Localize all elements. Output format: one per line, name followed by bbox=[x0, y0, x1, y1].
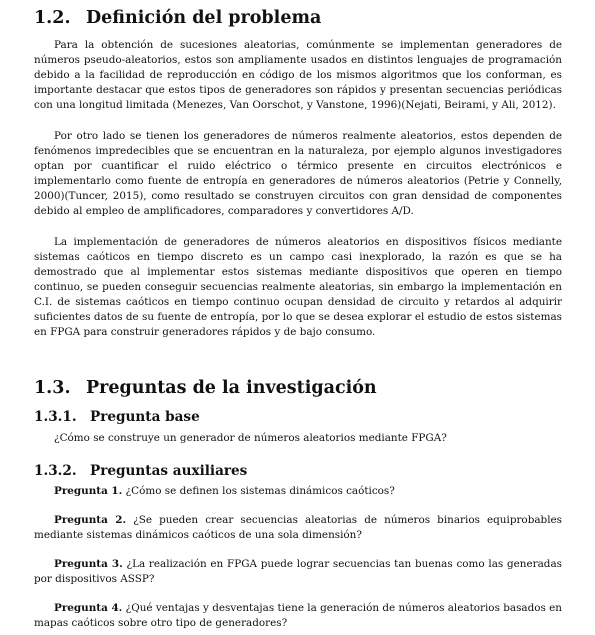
paragraph-pseudo-aleatorios: Para la obtención de sucesiones aleatorias, comúnmente se implementan generadores de números pseudo-aleatorios, estos son ampliamente usados en distintos lenguajes de programación debido a la facilidad de reproducción en código de los mismos algoritmos que los conforman, es importante destacar que estos tipos de generadores son rápidos y presentan secuencias periódicas con una longitud limitada (Menezes, Van Oorschot, y Vanstone, 1996)(Nejati, Beirami, y Ali, 2012). bbox=[34, 39, 562, 111]
section-title: Preguntas de la investigación bbox=[86, 378, 377, 398]
paragraph-pregunta-base: ¿Cómo se construye un generador de números aleatorios mediante FPGA? bbox=[54, 432, 447, 444]
paragraph-implementacion: La implementación de generadores de números aleatorios en dispositivos físicos mediante sistemas caóticos en tiempo discreto es un campo casi inexplorado, la razón es que se ha demostrado que al implementar estos sistemas mediante dispositivos que operen en tiempo continuo, se pueden conseguir secuencias realmente aleatorias, sin embargo la implementación en C.I. de sistemas caóticos en tiempo continuo ocupan densidad de circuito y retardos al adquirir suficientes datos de su fuente de entropía, por lo que se desea explorar el estudio de estos sistemas en FPGA para construir generadores rápidos y de bajo consumo. bbox=[34, 236, 562, 338]
question-label: Pregunta 1. bbox=[54, 485, 123, 497]
subsection-title: Pregunta base bbox=[90, 409, 200, 425]
subsection-heading-pregunta-base bbox=[34, 408, 562, 426]
question-item-2 bbox=[34, 513, 562, 543]
paragraph-realmente-aleatorios: Por otro lado se tienen los generadores de números realmente aleatorios, estos dependen de fenómenos impredecibles que se encuentran en la naturaleza, por ejemplo algunos investigadores optan por cuantificar el ruido eléctrico o térmico presente en circuitos electrónicos e implementarlo como fuente de entropía en generadores de números aleatorios (Petrie y Connelly, 2000)(Tuncer, 2015), como resultado se construyen circuitos con gran densidad de componentes debido al empleo de amplificadores, comparadores y convertidores A/D. bbox=[34, 130, 562, 217]
question-text: ¿La realización en FPGA puede lograr secuencias tan buenas como las generadas por dispositivos ASSP? bbox=[34, 558, 562, 585]
question-label: Pregunta 3. bbox=[54, 558, 123, 570]
question-text: ¿Cómo se definen los sistemas dinámicos caóticos? bbox=[125, 485, 395, 497]
question-item-1 bbox=[34, 484, 562, 499]
section-title: Definición del problema bbox=[86, 8, 322, 28]
document-page bbox=[34, 6, 562, 631]
question-text: ¿Se pueden crear secuencias aleatorias de números binarios equiprobables mediante sistemas dinámicos caóticos de una sola dimensión? bbox=[34, 514, 562, 541]
question-item-4 bbox=[34, 601, 562, 631]
subsection-heading-preguntas-auxiliares bbox=[34, 462, 562, 480]
section-number: 1.2. bbox=[34, 8, 71, 28]
question-item-3 bbox=[34, 557, 562, 587]
section-number: 1.3. bbox=[34, 378, 71, 398]
question-text: ¿Qué ventajas y desventajas tiene la generación de números aleatorios basados en mapas caóticos sobre otro tipo de generadores? bbox=[34, 602, 562, 629]
section-heading-preguntas bbox=[34, 376, 562, 400]
question-label: Pregunta 4. bbox=[54, 602, 123, 614]
question-label: Pregunta 2. bbox=[54, 514, 127, 526]
subsection-title: Preguntas auxiliares bbox=[90, 463, 248, 479]
section-heading-definicion bbox=[34, 6, 562, 30]
subsection-number: 1.3.1. bbox=[34, 409, 77, 425]
subsection-number: 1.3.2. bbox=[34, 463, 77, 479]
